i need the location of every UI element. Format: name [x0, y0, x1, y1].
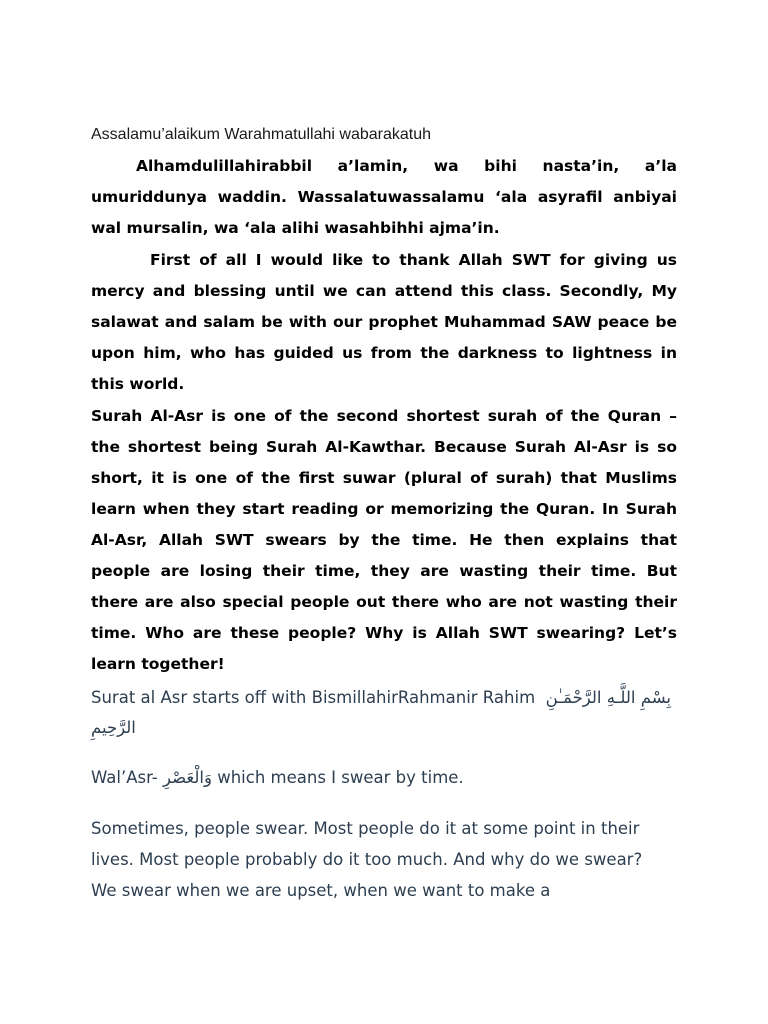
walasr-prefix: Wal’Asr-: [91, 768, 158, 787]
opening-paragraph: Alhamdulillahirabbil a’lamin, wa bihi nasta’in, a’la umuriddunya waddin. Wassalatuwassalamu ‘ala asyrafil anbiyai wal mursalin, wa ‘ala alihi wasahbihhi ajma’in.: [91, 157, 677, 237]
walasr-arabic: وَالْعَصْرِ: [163, 768, 212, 787]
swear-paragraph: Sometimes, people swear. Most people do it at some point in their lives. Most people probably do it too much. And why do we swear? We swear when we are upset, when we want to make a: [91, 819, 643, 900]
surah-intro-paragraph: Surah Al-Asr is one of the second shortest surah of the Quran – the shortest being Surah Al-Kawthar. Because Surah Al-Asr is so short, it is one of the first suwar (plural of surah) that Muslims learn when they start reading or memorizing the Quran. In Surah Al-Asr, Allah SWT swears by the time. He then explains that people are losing their time, they are wasting their time. But there are also special people out there who are not wasting their time. Who are these people? Why is Allah SWT swearing? Let’s learn together!: [91, 407, 677, 673]
walasr-paragraph: [91, 764, 677, 792]
bismillah-paragraph: [91, 683, 677, 743]
thanks-paragraph: First of all I would like to thank Allah SWT for giving us mercy and blessing until we can attend this class. Secondly, My salawat and salam be with our prophet Muhammad SAW peace be upon him, who has guided us from the darkness to lightness in this world.: [91, 251, 677, 393]
walasr-suffix: which means I swear by time.: [217, 768, 464, 787]
greeting-line: Assalamu’alaikum Warahmatullahi wabarakatuh: [91, 126, 432, 143]
bismillah-arabic: بِسْمِ اللَّـهِ الرَّحْمَـٰنِ الرَّحِيمِ: [91, 688, 672, 737]
bismillah-text: Surat al Asr starts off with BismillahirRahmanir Rahim: [91, 688, 536, 707]
